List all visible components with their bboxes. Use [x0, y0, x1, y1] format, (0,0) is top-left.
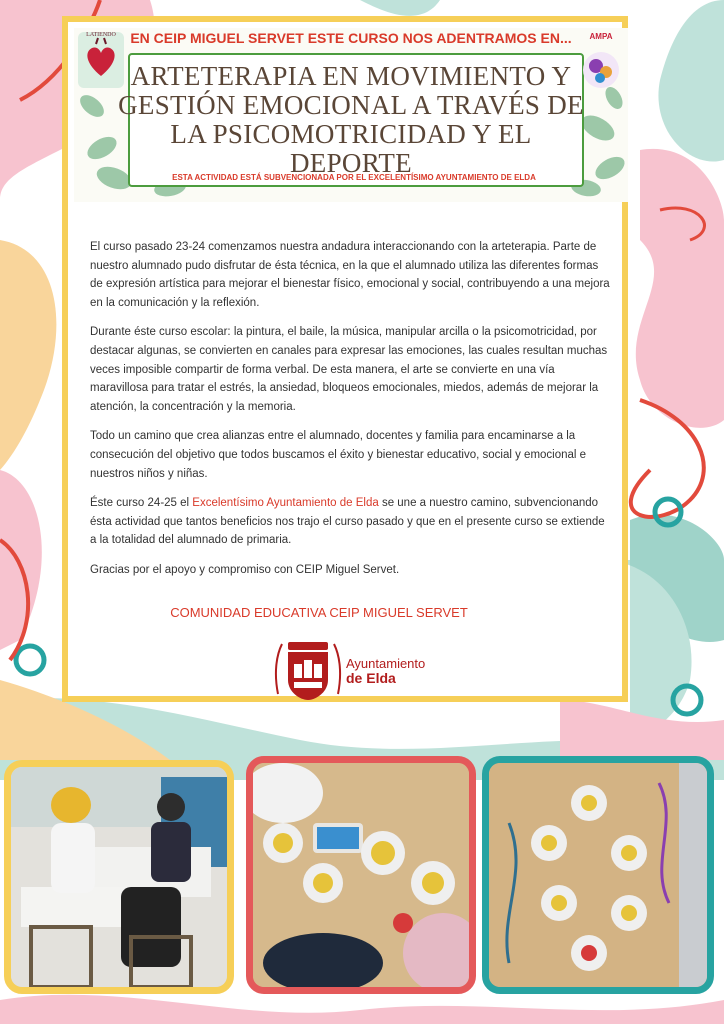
subvention-note: ESTA ACTIVIDAD ESTÁ SUBVENCIONADA POR EL EXCELENTÍSIMO AYUNTAMIENTO DE ELDA: [172, 173, 536, 182]
ayuntamiento-link[interactable]: Excelentísimo Ayuntamiento de Elda: [192, 497, 379, 510]
title-line-1: ARTETERAPIA EN MOVIMIENTO Y: [130, 61, 572, 91]
paragraph-4: [90, 494, 610, 550]
latiendo-logo-text: LATIENDO: [86, 32, 116, 38]
paragraph-1: El curso pasado 23-24 comenzamos nuestra andadura interaccionando con la arteterapia. Parte de nuestro alumnado pudo disfrutar de ésta técnica, en la que el alumnado utiliza las diferentes formas de expresión artística para mejorar el bienestar físico, emocional y social, contribuyendo a una mejora en la comunicación y la reflexión.: [90, 241, 610, 309]
ampa-logo: [574, 28, 628, 98]
flyer-card: [62, 16, 628, 702]
body-text: [90, 238, 610, 591]
paragraph-4-end: se une a nuestro camino, subvencionando ésta actividad que tantos beneficios nos trajo el curso pasado y que en el presente curso se extiende a la totalidad del alumnado de primaria.: [90, 497, 605, 547]
photo-students-working: [4, 760, 234, 994]
paragraph-2: Durante éste curso escolar: la pintura, el baile, la música, manipular arcilla o la psicomotricidad, por destacar algunas, se convierten en canales para expresar las emociones, las cuales resultan muchas veces imposible compartir de forma verbal. De esta manera, el arte se convierte en una vía maravillosa para tratar el estrés, la ansiedad, bloqueos emocionales, miedos, además de mejorar la atención, la concentración y la memoria.: [90, 326, 608, 413]
header-banner: [74, 28, 628, 202]
banner-kicker: EN CEIP MIGUEL SERVET ESTE CURSO NOS ADENTRAMOS EN...: [130, 30, 572, 46]
title-line-3: LA PSICOMOTRICIDAD Y EL DEPORTE: [170, 119, 532, 178]
ayuntamiento-logo: [272, 634, 432, 704]
banner-title: [118, 62, 584, 178]
title-line-2: GESTIÓN EMOCIONAL A TRAVÉS DE: [118, 90, 584, 120]
photo-wall-mural: [482, 756, 714, 994]
paragraph-4-start: Éste curso 24-25 el: [90, 497, 193, 510]
ayuntamiento-logo-text: [346, 656, 425, 686]
latiendo-logo: [76, 30, 126, 90]
ampa-logo-text: AMPA: [589, 32, 613, 41]
community-signature: COMUNIDAD EDUCATIVA CEIP MIGUEL SERVET: [170, 605, 468, 620]
logo-line-2: de Elda: [346, 670, 396, 686]
logo-line-1: Ayuntamiento: [346, 656, 426, 671]
paragraph-3: Todo un camino que crea alianzas entre el alumnado, docentes y familia para encaminarse a la consecución del objetivo que todos buscamos el éxito y bienestar educativo, social y emocional e nuestros niños y niñas.: [90, 430, 587, 480]
photo-art-table: [246, 756, 476, 994]
paragraph-5: Gracias por el apoyo y compromiso con CEIP Miguel Servet.: [90, 563, 400, 576]
elda-crest-icon: [272, 634, 344, 706]
